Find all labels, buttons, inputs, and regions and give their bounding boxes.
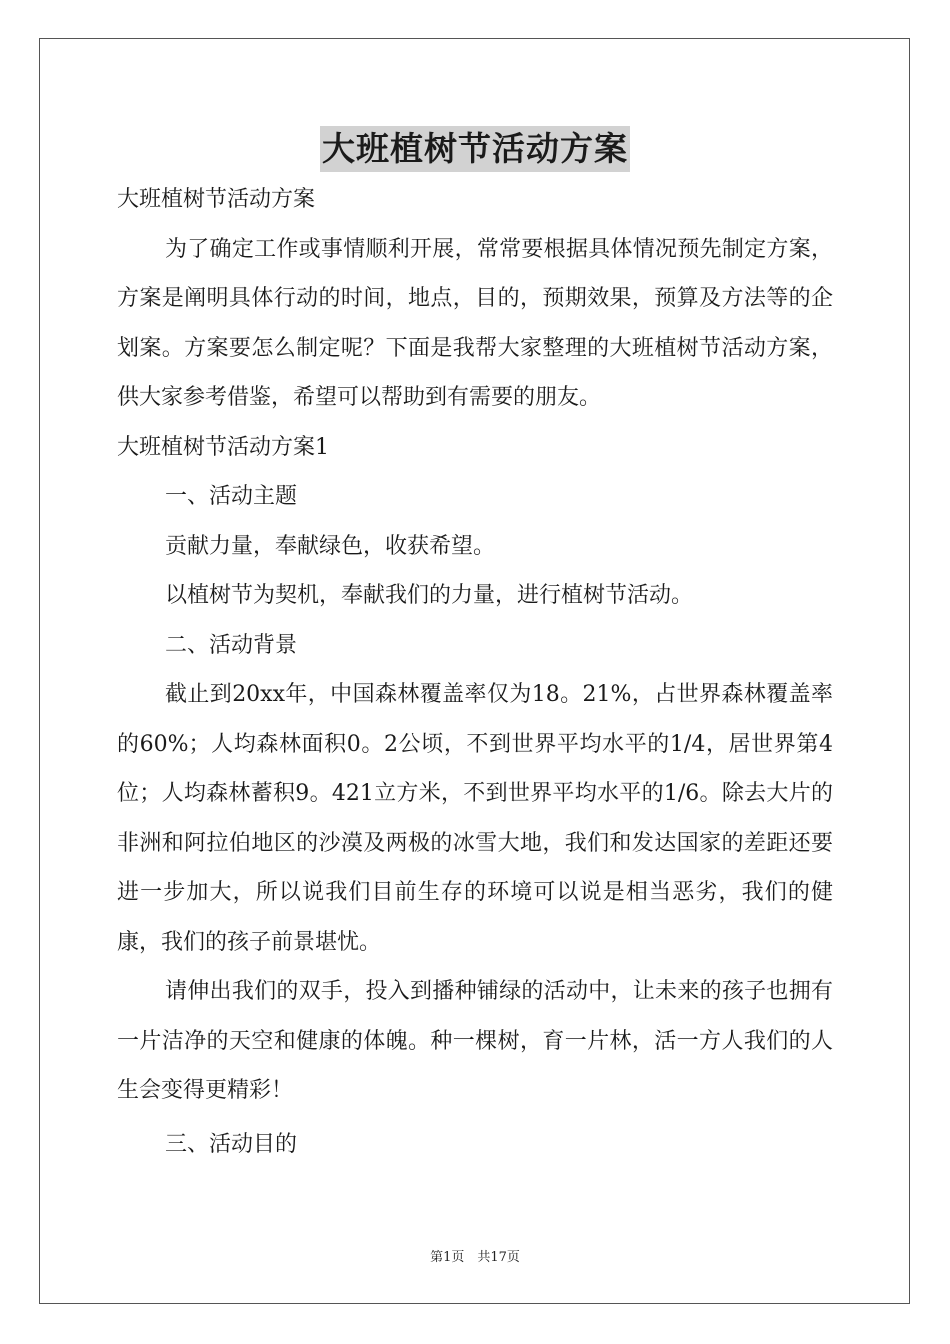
heading-activity-theme: 一、活动主题 xyxy=(165,484,298,509)
paragraph-call-to-action: 请伸出我们的双手，投入到播种铺绿的活动中，让未来的孩子也拥有一片洁净的天空和健康的体魄。种一棵树，育一片林，活一方人我们的人生会变得更精彩！ xyxy=(117,979,833,1103)
page-footer: 第1页 共17页 xyxy=(430,1250,520,1265)
document-title xyxy=(0,126,950,172)
paragraph-theme-slogan: 贡献力量，奉献绿色，收获希望。 xyxy=(165,533,496,559)
section-heading-plan-1: 大班植树节活动方案1 xyxy=(117,434,329,460)
paragraph-theme-desc: 以植树节为契机，奉献我们的力量，进行植树节活动。 xyxy=(165,583,694,608)
paragraph-background: 截止到20xx年，中国森林覆盖率仅为18。21%，占世界森林覆盖率的60%；人均森林面积0。2公顷，不到世界平均水平的1/4，居世界第4位；人均森林蓄积9。421立方米，不到世界平均水平的1/6。除去大片的非洲和阿拉伯地区的沙漠及两极的冰雪大地，我们和发达国家的差距还要进一步加大，所以说我们目前生存的环境可以说是相当恶劣，我们的健康，我们的孩子前景堪忧。 xyxy=(117,682,833,955)
heading-activity-purpose: 三、活动目的 xyxy=(165,1131,298,1157)
heading-activity-background: 二、活动背景 xyxy=(165,632,298,658)
document-title-text: 大班植树节活动方案 xyxy=(320,126,630,172)
paragraph-subtitle: 大班植树节活动方案 xyxy=(117,187,316,212)
document-body xyxy=(117,175,833,1169)
paragraph-intro: 为了确定工作或事情顺利开展，常常要根据具体情况预先制定方案，方案是阐明具体行动的时间，地点，目的，预期效果，预算及方法等的企划案。方案要怎么制定呢？下面是我帮大家整理的大班植树节活动方案，供大家参考借鉴，希望可以帮助到有需要的朋友。 xyxy=(117,236,833,410)
